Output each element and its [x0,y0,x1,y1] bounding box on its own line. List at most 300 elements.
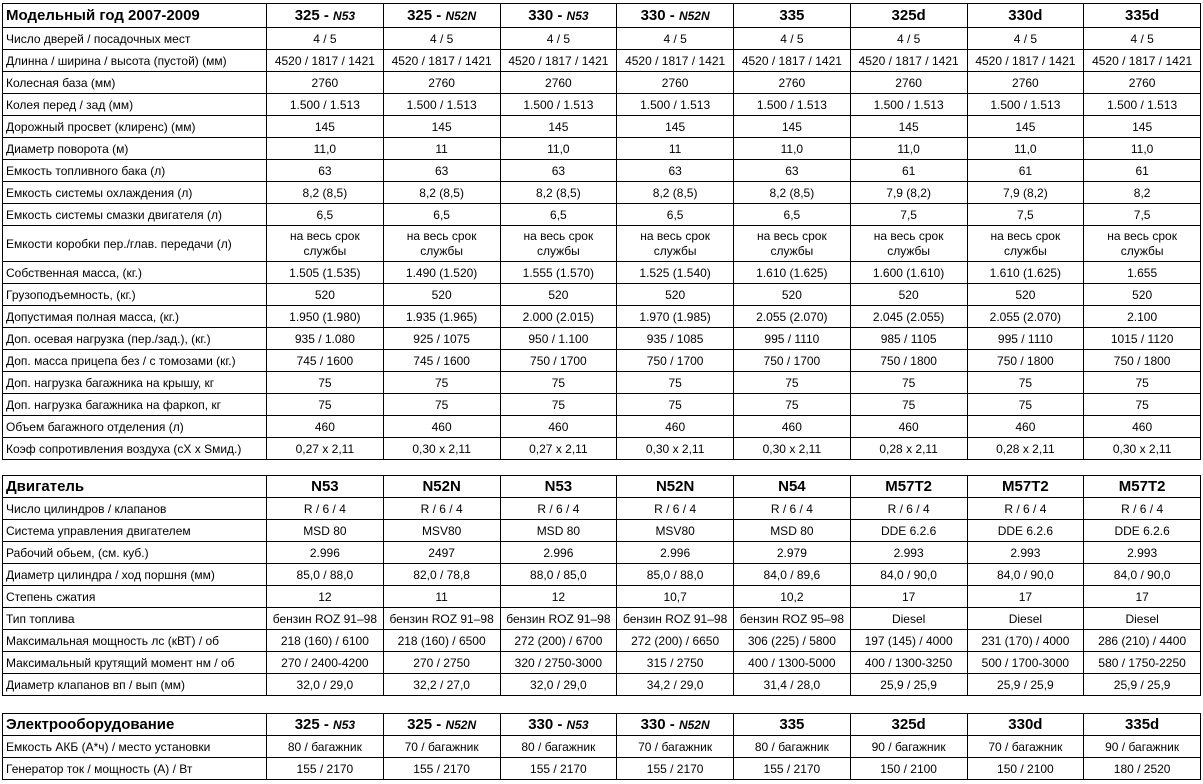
header-main-text: 325 - [294,6,334,24]
column-header [850,4,967,28]
table-row [3,226,1201,262]
table-cell: 1.500 / 1.513 [1084,94,1201,116]
table-cell: 85,0 / 88,0 [617,564,734,586]
table-cell: 745 / 1600 [267,350,384,372]
header-engine-code: N53 [566,717,589,732]
table-cell: 2760 [617,72,734,94]
table-cell: 10,7 [617,586,734,608]
header-engine-code: N53 [333,717,356,732]
row-label: Рабочий обьем, (см. куб.) [3,542,267,564]
table-cell: 11 [617,138,734,160]
column-header [267,4,384,28]
table-cell: 1.935 (1.965) [383,306,500,328]
table-cell: 70 / багажник [967,736,1084,758]
header-engine-code: N52N [445,8,477,23]
column-header [734,476,851,498]
table-row [3,652,1201,674]
table-cell: 935 / 1.080 [267,328,384,350]
table-cell: 17 [967,586,1084,608]
table-cell: R / 6 / 4 [734,498,851,520]
table-cell: 745 / 1600 [383,350,500,372]
table-cell: 11,0 [850,138,967,160]
table-cell: 75 [850,394,967,416]
table-cell: 520 [734,284,851,306]
table-cell: 0,28 x 2,11 [850,438,967,460]
table-row [3,416,1201,438]
table-cell: DDE 6.2.6 [850,520,967,542]
table-cell: 6,5 [267,204,384,226]
table-cell: 155 / 2170 [500,758,617,780]
table-cell: 1.500 / 1.513 [734,94,851,116]
table-cell: DDE 6.2.6 [967,520,1084,542]
table-cell: 75 [850,372,967,394]
table-cell: 4 / 5 [267,28,384,50]
table-cell: 8,2 [1084,182,1201,204]
table-cell: 460 [850,416,967,438]
section-title [3,714,267,736]
table-cell: 145 [850,116,967,138]
table-cell: 520 [383,284,500,306]
table-cell: 2760 [850,72,967,94]
table-cell: на весь срок службы [267,226,384,262]
table-cell: 6,5 [617,204,734,226]
table-cell: 2.996 [267,542,384,564]
table-cell: 88,0 / 85,0 [500,564,617,586]
row-label: Диаметр поворота (м) [3,138,267,160]
table-cell: R / 6 / 4 [267,498,384,520]
table-cell: 84,0 / 90,0 [850,564,967,586]
column-header [1084,714,1201,736]
header-main-text: 330 - [640,715,679,733]
table-row [3,116,1201,138]
table-cell: 11 [383,586,500,608]
table-cell: 11 [383,138,500,160]
table-cell: 520 [850,284,967,306]
table-cell: 2.996 [617,542,734,564]
column-header [1084,476,1201,498]
table-cell: 6,5 [383,204,500,226]
table-cell: 6,5 [734,204,851,226]
table-cell: 286 (210) / 4400 [1084,630,1201,652]
table-cell: 11,0 [967,138,1084,160]
header-engine-code: N52N [678,8,710,23]
table-cell: 155 / 2170 [617,758,734,780]
column-header [383,714,500,736]
header-main-text: 325 - [294,715,334,733]
table-cell: 2.000 (2.015) [500,306,617,328]
table-cell: 750 / 1700 [734,350,851,372]
table-cell: 218 (160) / 6500 [383,630,500,652]
row-label: Доп. нагрузка багажника на фаркоп, кг [3,394,267,416]
table-cell: бензин ROZ 91–98 [500,608,617,630]
row-label: Максимальный крутящий момент нм / об [3,652,267,674]
table-cell: 320 / 2750-3000 [500,652,617,674]
table-header-row [3,4,1201,28]
table-cell: на весь срок службы [617,226,734,262]
table-row [3,736,1201,758]
table-cell: 750 / 1800 [850,350,967,372]
column-header [617,476,734,498]
header-main-text: 330 - [528,6,567,24]
table-row [3,608,1201,630]
column-header [383,4,500,28]
table-cell: 925 / 1075 [383,328,500,350]
table-cell: 272 (200) / 6700 [500,630,617,652]
table-cell: 75 [383,372,500,394]
table-cell: 63 [267,160,384,182]
table-cell: 500 / 1700-3000 [967,652,1084,674]
table-cell: 75 [1084,372,1201,394]
table-row [3,262,1201,284]
table-row [3,394,1201,416]
section-title [3,476,267,498]
table-cell: 155 / 2170 [734,758,851,780]
table-cell: 34,2 / 29,0 [617,674,734,696]
table-cell: 2.055 (2.070) [967,306,1084,328]
table-row [3,182,1201,204]
column-header [850,714,967,736]
table-cell: бензин ROZ 91–98 [267,608,384,630]
table-cell: 750 / 1700 [500,350,617,372]
table-cell: 7,9 (8,2) [967,182,1084,204]
column-header [500,4,617,28]
table-cell: R / 6 / 4 [383,498,500,520]
table-cell: 145 [267,116,384,138]
table-cell: 0,27 x 2,11 [267,438,384,460]
table-cell: 85,0 / 88,0 [267,564,384,586]
table-cell: 2760 [500,72,617,94]
table-cell: 75 [500,394,617,416]
table-cell: 12 [500,586,617,608]
table-cell: 580 / 1750-2250 [1084,652,1201,674]
header-main-text: Модельный год 2007-2009 [6,6,200,24]
table-cell: 995 / 1110 [734,328,851,350]
table-cell: MSD 80 [500,520,617,542]
table-cell: 155 / 2170 [383,758,500,780]
table-cell: 11,0 [500,138,617,160]
table-cell: 4520 / 1817 / 1421 [267,50,384,72]
header-main-text: 335 [779,715,805,733]
header-main-text: M57T2 [885,477,932,495]
table-row [3,160,1201,182]
table-cell: 400 / 1300-3250 [850,652,967,674]
table-cell: 11,0 [1084,138,1201,160]
table-cell: 2.100 [1084,306,1201,328]
electrical-specs-table [2,713,1201,780]
row-label: Число цилиндров / клапанов [3,498,267,520]
table-cell: 995 / 1110 [967,328,1084,350]
table-cell: MSV80 [617,520,734,542]
table-cell: 460 [967,416,1084,438]
table-cell: 145 [1084,116,1201,138]
column-header [267,476,384,498]
table-cell: 84,0 / 90,0 [967,564,1084,586]
table-cell: 61 [1084,160,1201,182]
table-cell: 400 / 1300-5000 [734,652,851,674]
column-header [967,476,1084,498]
table-cell: 11,0 [734,138,851,160]
row-label: Емкость АКБ (А*ч) / место установки [3,736,267,758]
table-cell: 180 / 2520 [1084,758,1201,780]
table-row [3,758,1201,780]
table-cell: 2.993 [850,542,967,564]
table-cell: 460 [267,416,384,438]
header-engine-code: N53 [333,8,356,23]
table-cell: 17 [1084,586,1201,608]
row-label: Колесная база (мм) [3,72,267,94]
table-cell: 0,30 x 2,11 [1084,438,1201,460]
table-cell: 145 [500,116,617,138]
row-label: Максимальная мощность лс (кВТ) / об [3,630,267,652]
table-cell: 520 [500,284,617,306]
table-cell: R / 6 / 4 [617,498,734,520]
table-cell: 460 [617,416,734,438]
row-label: Коэф сопротивления воздуха (cX x Sмид.) [3,438,267,460]
table-row [3,28,1201,50]
header-main-text: N53 [311,477,339,495]
table-header-row [3,714,1201,736]
row-label: Доп. осевая нагрузка (пер./зад.), (кг.) [3,328,267,350]
table-cell: 520 [1084,284,1201,306]
table-cell: на весь срок службы [967,226,1084,262]
table-cell: 25,9 / 25,9 [1084,674,1201,696]
table-header-row [3,476,1201,498]
column-header [850,476,967,498]
table-cell: 1.500 / 1.513 [967,94,1084,116]
row-label: Емкость системы охлаждения (л) [3,182,267,204]
column-header [383,476,500,498]
table-cell: 950 / 1.100 [500,328,617,350]
general-specs-table [2,3,1201,460]
row-label: Объем багажного отделения (л) [3,416,267,438]
table-cell: 0,30 x 2,11 [383,438,500,460]
table-cell: на весь срок службы [500,226,617,262]
table-cell: 2760 [267,72,384,94]
header-engine-code: N52N [445,717,477,732]
table-cell: 75 [617,394,734,416]
header-main-text: 335d [1125,715,1160,733]
table-cell: 4520 / 1817 / 1421 [500,50,617,72]
table-cell: 4520 / 1817 / 1421 [383,50,500,72]
table-cell: 2497 [383,542,500,564]
table-cell: 155 / 2170 [267,758,384,780]
table-cell: 8,2 (8,5) [734,182,851,204]
table-cell: 1.525 (1.540) [617,262,734,284]
header-main-text: 330d [1008,6,1043,24]
table-row [3,498,1201,520]
table-cell: 2.045 (2.055) [850,306,967,328]
table-cell: 270 / 2750 [383,652,500,674]
table-cell: 1.655 [1084,262,1201,284]
header-engine-code: N52N [678,717,710,732]
table-cell: 0,27 x 2,11 [500,438,617,460]
column-header [734,4,851,28]
header-main-text: 325 - [407,715,446,733]
table-cell: MSD 80 [267,520,384,542]
table-row [3,372,1201,394]
table-cell: 12 [267,586,384,608]
table-cell: 31,4 / 28,0 [734,674,851,696]
table-cell: Diesel [1084,608,1201,630]
table-cell: 1.500 / 1.513 [500,94,617,116]
row-label: Степень сжатия [3,586,267,608]
row-label: Доп. нагрузка багажника на крышу, кг [3,372,267,394]
row-label: Число дверей / посадочных мест [3,28,267,50]
table-cell: Diesel [967,608,1084,630]
table-cell: 2760 [734,72,851,94]
table-cell: 1.505 (1.535) [267,262,384,284]
column-header [734,714,851,736]
table-row [3,586,1201,608]
header-main-text: N53 [544,477,573,495]
header-main-text: 330 - [528,715,567,733]
table-cell: 63 [500,160,617,182]
table-cell: 460 [1084,416,1201,438]
table-cell: 75 [734,394,851,416]
header-main-text: 335 [779,6,805,24]
table-cell: 4520 / 1817 / 1421 [734,50,851,72]
engine-specs-table [2,475,1201,696]
table-cell: 80 / багажник [500,736,617,758]
table-cell: 4 / 5 [734,28,851,50]
table-cell: 61 [967,160,1084,182]
table-cell: 7,5 [1084,204,1201,226]
table-cell: 750 / 1800 [967,350,1084,372]
table-cell: 1.500 / 1.513 [850,94,967,116]
table-cell: 7,5 [850,204,967,226]
table-row [3,564,1201,586]
table-cell: MSV80 [383,520,500,542]
column-header [617,714,734,736]
table-cell: бензин ROZ 95–98 [734,608,851,630]
table-cell: 75 [500,372,617,394]
table-cell: 75 [1084,394,1201,416]
table-cell: 25,9 / 25,9 [850,674,967,696]
table-cell: 1015 / 1120 [1084,328,1201,350]
table-cell: бензин ROZ 91–98 [383,608,500,630]
table-cell: 4 / 5 [500,28,617,50]
table-cell: 1.600 (1.610) [850,262,967,284]
table-row [3,520,1201,542]
table-cell: 63 [617,160,734,182]
table-cell: 520 [967,284,1084,306]
table-cell: бензин ROZ 91–98 [617,608,734,630]
table-cell: Diesel [850,608,967,630]
table-cell: 1.500 / 1.513 [267,94,384,116]
table-cell: 8,2 (8,5) [267,182,384,204]
table-cell: 25,9 / 25,9 [967,674,1084,696]
header-main-text: 330d [1008,715,1043,733]
table-cell: 0,30 x 2,11 [734,438,851,460]
header-main-text: N54 [778,477,806,495]
table-cell: 80 / багажник [267,736,384,758]
table-cell: 8,2 (8,5) [383,182,500,204]
row-label: Емкость системы смазки двигателя (л) [3,204,267,226]
table-cell: 272 (200) / 6650 [617,630,734,652]
column-header [967,4,1084,28]
header-main-text: N52N [422,477,461,495]
table-cell: 145 [734,116,851,138]
row-label: Дорожный просвет (клиренс) (мм) [3,116,267,138]
table-cell: MSD 80 [734,520,851,542]
column-header [500,476,617,498]
table-cell: на весь срок службы [1084,226,1201,262]
table-row [3,138,1201,160]
table-cell: 145 [967,116,1084,138]
table-cell: 145 [617,116,734,138]
table-cell: 218 (160) / 6100 [267,630,384,652]
header-engine-code: N53 [566,8,589,23]
row-label: Емкость топливного бака (л) [3,160,267,182]
table-cell: 32,0 / 29,0 [267,674,384,696]
table-cell: 1.950 (1.980) [267,306,384,328]
header-main-text: 330 - [640,6,679,24]
table-cell: 70 / багажник [617,736,734,758]
table-cell: 80 / багажник [734,736,851,758]
table-cell: 750 / 1800 [1084,350,1201,372]
header-main-text: M57T2 [1002,477,1049,495]
column-header [1084,4,1201,28]
table-cell: 2760 [1084,72,1201,94]
table-cell: 0,28 x 2,11 [967,438,1084,460]
table-cell: 63 [734,160,851,182]
table-cell: 4 / 5 [967,28,1084,50]
table-cell: 1.970 (1.985) [617,306,734,328]
table-cell: 90 / багажник [1084,736,1201,758]
table-cell: на весь срок службы [850,226,967,262]
table-cell: 32,2 / 27,0 [383,674,500,696]
column-header [500,714,617,736]
table-cell: 985 / 1105 [850,328,967,350]
table-cell: 4520 / 1817 / 1421 [1084,50,1201,72]
table-row [3,542,1201,564]
table-cell: 75 [267,394,384,416]
table-cell: R / 6 / 4 [1084,498,1201,520]
table-cell: 90 / багажник [850,736,967,758]
header-main-text: 335d [1125,6,1160,24]
table-cell: 1.555 (1.570) [500,262,617,284]
table-cell: 1.490 (1.520) [383,262,500,284]
table-row [3,630,1201,652]
table-cell: 1.500 / 1.513 [383,94,500,116]
header-main-text: Электрооборудование [6,715,175,733]
header-main-text: N52N [655,477,695,495]
table-cell: 17 [850,586,967,608]
table-row [3,350,1201,372]
table-cell: 150 / 2100 [967,758,1084,780]
table-cell: 2760 [383,72,500,94]
table-row [3,50,1201,72]
table-row [3,72,1201,94]
row-label: Колея перед / зад (мм) [3,94,267,116]
table-cell: 520 [267,284,384,306]
table-cell: 315 / 2750 [617,652,734,674]
column-header [267,714,384,736]
table-cell: R / 6 / 4 [500,498,617,520]
table-cell: 82,0 / 78,8 [383,564,500,586]
row-label: Тип топлива [3,608,267,630]
row-label: Генератор ток / мощность (А) / Вт [3,758,267,780]
table-cell: 270 / 2400-4200 [267,652,384,674]
table-row [3,328,1201,350]
table-cell: 4520 / 1817 / 1421 [850,50,967,72]
table-cell: 75 [267,372,384,394]
table-cell: 750 / 1700 [617,350,734,372]
column-header [617,4,734,28]
table-cell: 75 [967,394,1084,416]
header-main-text: 325d [891,6,926,24]
table-cell: 6,5 [500,204,617,226]
